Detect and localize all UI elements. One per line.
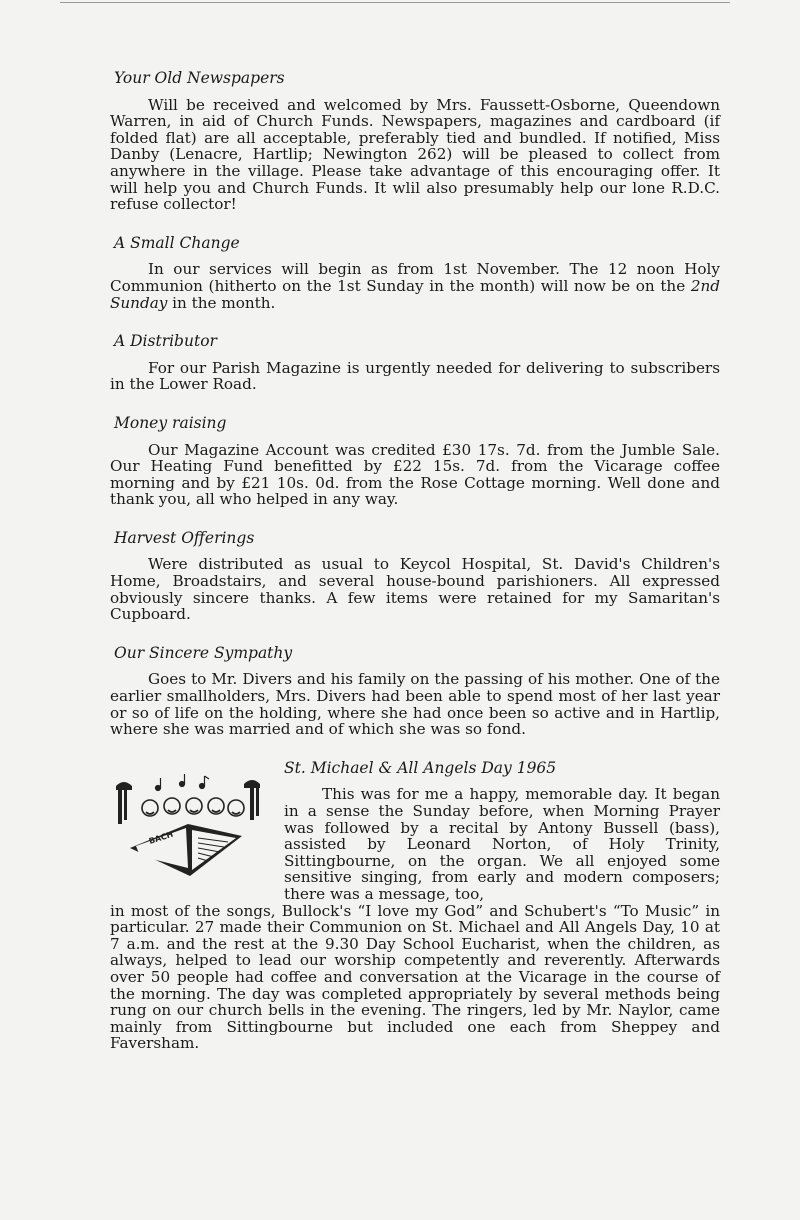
section-old-newspapers — [110, 70, 720, 213]
svg-text:BACH: BACH — [147, 829, 175, 846]
open-music-book-icon — [130, 824, 242, 876]
section-text: For our Parish Magazine is urgently needed for delivering to subscribers in the Lower Road. — [110, 358, 720, 394]
michaelmas-top-row — [110, 760, 720, 903]
left-curtain-icon — [116, 782, 132, 790]
section-heading: Money raising — [114, 413, 227, 432]
section-money-raising — [110, 415, 720, 508]
section-heading: St. Michael & All Angels Day 1965 — [284, 758, 557, 777]
right-curtain-icon — [244, 780, 260, 788]
music-notes-icon — [156, 774, 210, 791]
section-heading: Your Old Newspapers — [114, 69, 285, 87]
section-distributor — [110, 333, 720, 393]
section-text: This was for me a happy, memorable day. It began in a sense the Sunday before, when Morning Prayer was followed by a recital by Antony Bussell (bass), assisted by Leonard Norton, of Holy Trinity, Sittingbourne, on the organ. We all enjoyed some sensitive singing, from early and modern composers; there was a message, too, — [284, 785, 720, 903]
singer-heads-icon — [142, 798, 244, 816]
section-heading: A Small Change — [114, 233, 240, 252]
choir-singers-illustration — [110, 772, 270, 882]
section-heading: A Distributor — [114, 332, 217, 351]
section-harvest-offerings — [110, 530, 720, 623]
section-text-continued: in most of the songs, Bullock's “I love my God” and Schubert's “To Music” in particular. 27 made their Communion on St. Michael and All Angels Day, 10 at 7 a.m. and the rest at the 9.30 Day School Eucharist, when the children, as always, helped to lead our worship competently and reverently. Afterwards over 50 people had coffee and conversation at the Vicarage in the course of the morning. The day was completed appropriately by several methods being rung on our church bells in the evening. The ringers, led by Mr. Naylor, came mainly from Sittingbourne but included one each from Sheppey and Faversham. — [110, 901, 720, 1053]
section-michaelmas — [110, 760, 720, 1052]
section-text: Our Magazine Account was credited £30 17s. 7d. from the Jumble Sale. Our Heating Fund benefitted by £22 15s. 7d. from the Vicarage coffee morning and by £21 10s. 0d. from the Rose Cottage morning. Well done and thank you, all who helped in any way. — [110, 440, 720, 509]
magazine-page — [110, 70, 720, 1074]
section-text: Were distributed as usual to Keycol Hospital, St. David's Children's Home, Broadstairs, and several house-bound parishioners. All expressed obviously sincere thanks. A few items were retained for my Samaritan's Cupboard. — [110, 555, 720, 624]
page-top-rule — [60, 2, 730, 3]
michaelmas-side-column — [284, 760, 720, 903]
section-text: Will be received and welcomed by Mrs. Faussett-Osborne, Queendown Warren, in aid of Church Funds. Newspapers, magazines and cardboard (if folded flat) are all acceptable, preferably tied and bundled. If notified, Miss Danby (Lenacre, Hartlip; Newington 262) will be pleased to collect from anywhere in the village. Please take advantage of this encouraging offer. It will help you and Church Funds. It wlil also presumably help our lone R.D.C. refuse collector! — [110, 95, 720, 214]
section-small-change — [110, 235, 720, 311]
section-text: Goes to Mr. Divers and his family on the passing of his mother. One of the earlier smallholders, Mrs. Divers had been able to spend most of her last year or so of life on the holding, where she had once been so active and in Hartlip, where she was married and of which she was so fond. — [110, 670, 720, 739]
section-sympathy — [110, 645, 720, 738]
section-heading: Our Sincere Sympathy — [114, 643, 293, 662]
section-heading: Harvest Offerings — [114, 528, 255, 547]
section-text: In our services will begin as from 1st November. The 12 noon Holy Communion (hitherto on the 1st Sunday in the month) will now be on the 2nd Sunday in the month. — [110, 260, 720, 312]
